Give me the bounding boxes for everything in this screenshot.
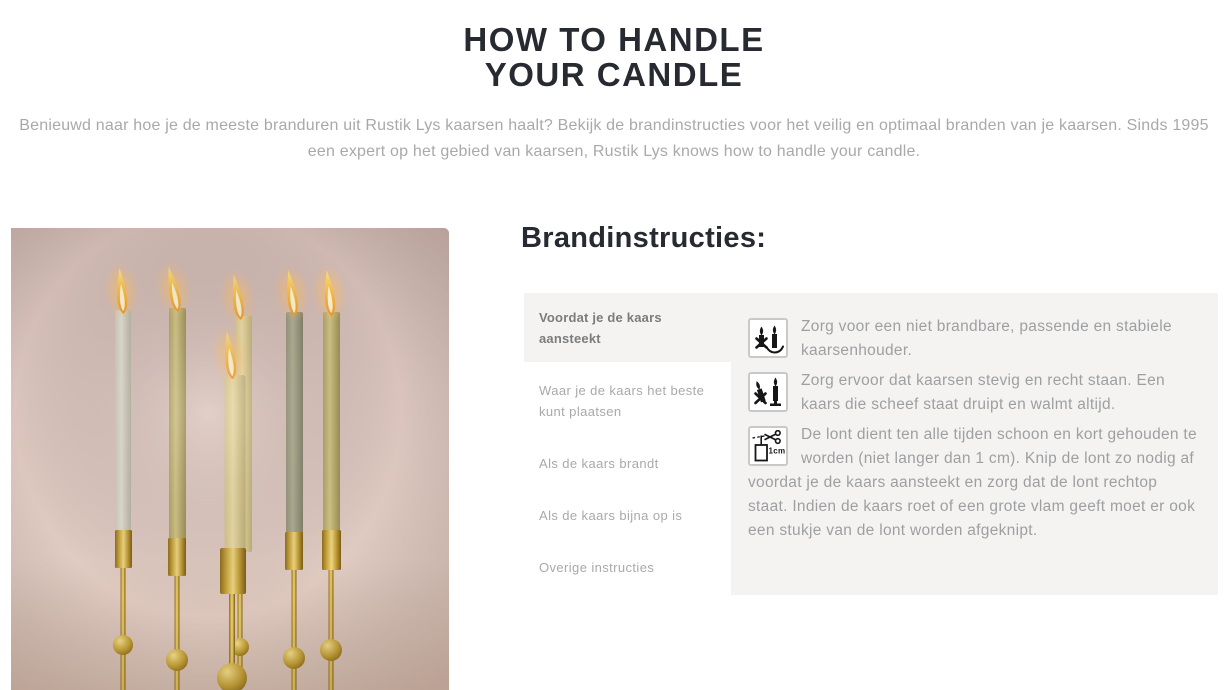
candle-photo-illustration [11, 228, 449, 690]
page-title-line1: HOW TO HANDLE [463, 21, 765, 58]
instruction-row [748, 315, 1198, 363]
page-title [11, 22, 1217, 92]
tab-als-de-kaars-brandt[interactable]: Als de kaars brandt [539, 456, 659, 471]
page [11, 0, 1217, 575]
instruction-row [748, 369, 1198, 417]
candle-in-holder-icon [748, 318, 788, 358]
instruction-text: Zorg voor een niet brandbare, passende en stabiele kaarsenhouder. [801, 318, 1172, 359]
hero [11, 0, 1217, 165]
tab-overige-instructies[interactable]: Overige instructies [539, 560, 655, 575]
instruction-text: Zorg ervoor dat kaarsen stevig en recht staan. Een kaars die scheef staat druipt en walmt altijd. [801, 372, 1165, 413]
instructions-panel [524, 293, 1218, 595]
straight-candle-icon [748, 372, 788, 412]
instruction-row [748, 423, 1198, 543]
wick-length-label: 1cm [768, 446, 785, 456]
tab-waar-je-de-kaars-het-beste-kunt-plaatsen[interactable]: Waar je de kaars het beste kunt plaatsen [539, 383, 705, 419]
tab-als-de-kaars-bijna-op-is[interactable]: Als de kaars bijna op is [539, 508, 683, 523]
tab-content [731, 293, 1218, 595]
section-heading: Brandinstructies: [521, 222, 767, 254]
candle-photo [11, 228, 449, 690]
page-title-line2: YOUR CANDLE [484, 56, 744, 93]
trim-wick-icon [748, 426, 788, 466]
instruction-tabs [524, 293, 731, 595]
tab-voordat-je-de-kaars-aansteekt[interactable]: Voordat je de kaars aansteekt [524, 293, 731, 362]
intro-text: Benieuwd naar hoe je de meeste branduren uit Rustik Lys kaarsen haalt? Bekijk de brandinstructies voor het veilig en optimaal branden van je kaarsen. Sinds 1995 een expert op het gebied van kaarsen, Rustik Lys knows how to handle your candle. [19, 117, 1209, 160]
instruction-text: De lont dient ten alle tijden schoon en kort gehouden te worden (niet langer dan 1 cm). Knip de lont zo nodig af voordat je de kaars aansteekt en zorg dat de lont rechtop staat. Indien de kaars roet of een grote vlam geeft moet er ook een stukje van de lont worden afgeknipt. [748, 426, 1197, 539]
